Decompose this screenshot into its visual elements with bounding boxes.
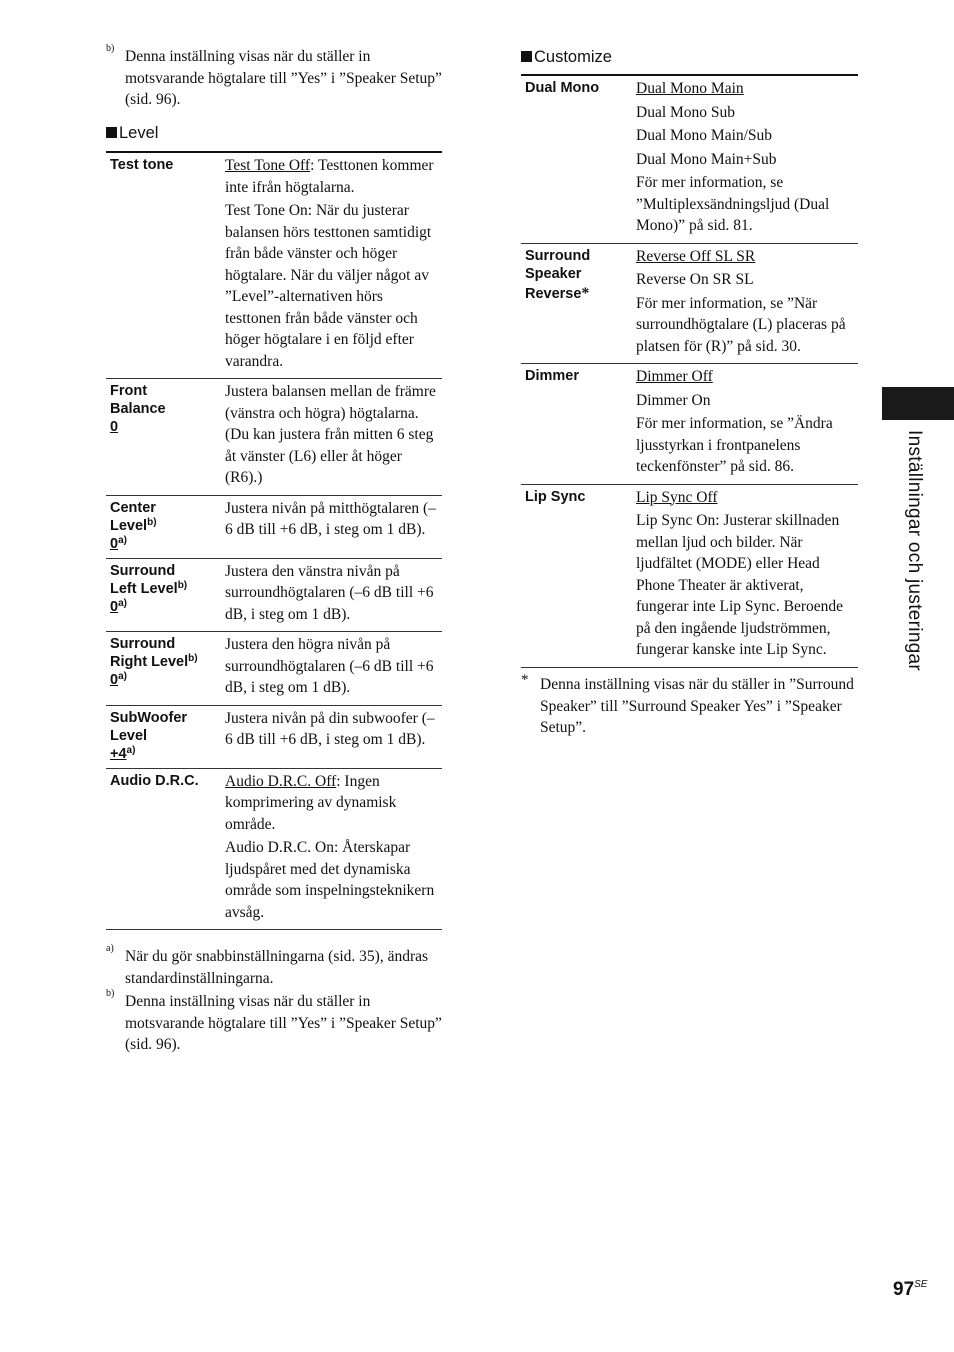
option-detail: Justera den högra nivån på surroundhögtalaren (–6 dB till +6 dB, i steg om 1 dB).	[225, 636, 434, 696]
option-detail: Dual Mono Sub	[636, 103, 736, 121]
setting-label-line: Dimmer	[525, 368, 579, 384]
table-row	[106, 705, 442, 768]
footnote-text: När du gör snabbinställningarna (sid. 35), ändras standardinställningarna.	[125, 948, 429, 987]
customize-table	[521, 76, 858, 668]
default-option: Test Tone Off	[225, 157, 311, 174]
option-detail: Dual Mono Main+Sub	[636, 150, 777, 168]
setting-label	[521, 243, 636, 364]
option-text	[225, 634, 436, 699]
option-text	[636, 487, 852, 509]
square-bullet-icon	[106, 127, 117, 138]
option-text	[225, 837, 436, 923]
default-option: Reverse Off SL SR	[636, 247, 756, 265]
level-table	[106, 153, 442, 930]
setting-label-line: Test tone	[110, 157, 174, 173]
level-heading	[106, 123, 158, 143]
setting-label	[521, 364, 636, 485]
setting-description	[636, 243, 858, 364]
default-option: Dimmer Off	[636, 368, 713, 385]
option-detail: Test Tone On: När du justerar balansen hörs testtonen samtidigt från både vänster och höger högtalare. När du väljer något av ”Level”-alternativen hörs testtonen från både vänster och höger högtalare i en följd efter varandra.	[225, 202, 432, 370]
setting-label-line: Level	[110, 727, 148, 744]
option-detail: För mer information, se ”Multiplexsändningsljud (Dual Mono)” på sid. 81.	[636, 174, 830, 234]
option-detail: Lip Sync On: Justerar skillnaden mellan ljud och bilder. När ljudfältet (MODE) eller Head Phone Theater är aktiverat, fungerar inte Lip Sync. Beroende på den ingående ljudströmmen, fungerar kanske inte Lip Sync.	[636, 512, 844, 658]
setting-label	[106, 632, 225, 706]
footnote-ref: a)	[118, 671, 127, 682]
default-value: +4	[110, 745, 127, 762]
setting-label	[106, 495, 225, 558]
setting-label-line: Right Level	[110, 654, 189, 670]
setting-label-line: Surround	[110, 636, 176, 652]
table-row	[106, 379, 442, 496]
table-row	[521, 364, 858, 485]
setting-label	[106, 379, 225, 496]
setting-description	[636, 76, 858, 243]
setting-label-line: Speaker	[525, 265, 582, 282]
option-detail: Justera balansen mellan de främre (vänstra och högra) högtalarna. (Du kan justera från mitten 6 steg åt vänster (L6) eller åt höger (R6).)	[225, 383, 436, 486]
asterisk-ref: *	[581, 284, 590, 302]
setting-description	[636, 364, 858, 485]
default-value: 0	[110, 598, 119, 615]
footnote-text: Denna inställning visas när du ställer in motsvarande högtalare till ”Yes” i ”Speaker Setup” (sid. 96).	[125, 993, 442, 1053]
footnote-mark: b)	[106, 43, 115, 54]
setting-label	[521, 484, 636, 667]
setting-label-line: Dual Mono	[525, 80, 600, 96]
option-text	[636, 149, 852, 171]
option-text	[225, 381, 436, 489]
option-text	[636, 293, 852, 358]
page-number-suffix: SE	[914, 1279, 928, 1290]
customize-heading	[521, 47, 612, 67]
table-row	[106, 495, 442, 558]
setting-label	[521, 76, 636, 243]
setting-label	[106, 558, 225, 632]
footnote-ref: a)	[118, 597, 127, 609]
setting-description	[225, 558, 442, 632]
footnote-ref: b)	[147, 516, 157, 528]
level-heading-text: Level	[119, 124, 159, 142]
asterisk-mark: *	[521, 672, 529, 688]
option-text	[636, 390, 852, 412]
option-detail: : Testtonen kommer inte ifrån högtalarna.	[225, 157, 434, 196]
setting-label-line: Lip Sync	[525, 488, 586, 505]
option-detail: För mer information, se ”Ändra ljusstyrkan i frontpanelens teckenfönster” på sid. 86.	[636, 415, 833, 475]
option-text	[636, 413, 852, 478]
customize-heading-text: Customize	[534, 48, 612, 66]
setting-description	[225, 379, 442, 496]
setting-label-line: Left Level	[110, 580, 178, 597]
option-text	[636, 125, 852, 147]
default-value: 0	[110, 672, 119, 688]
setting-label-line: Center	[110, 499, 156, 516]
setting-description	[225, 632, 442, 706]
asterisk-footnote-text: Denna inställning visas när du ställer in ”Surround Speaker” till ”Surround Speaker Yes” i ”Speaker Setup”.	[540, 676, 854, 736]
default-option: Dual Mono Main	[636, 80, 744, 97]
option-text	[636, 510, 852, 661]
default-option: Lip Sync Off	[636, 488, 718, 506]
footnote-ref: a)	[118, 534, 127, 546]
default-option: Audio D.R.C. Off	[225, 772, 337, 790]
setting-description	[225, 495, 442, 558]
option-detail: Dimmer On	[636, 391, 711, 409]
table-row	[106, 153, 442, 379]
option-detail: Reverse On SR SL	[636, 271, 754, 288]
option-text	[225, 498, 436, 541]
setting-label-line: Audio D.R.C.	[110, 772, 199, 789]
table-row	[106, 632, 442, 706]
page-number-value: 97	[893, 1279, 915, 1300]
setting-label	[106, 153, 225, 379]
footnote-ref: b)	[177, 579, 188, 591]
option-text	[636, 366, 852, 388]
option-detail: Audio D.R.C. On: Återskapar ljudspåret med det dynamiska område som inspelningsteknikern avsåg.	[225, 839, 435, 921]
setting-label-line: Reverse	[525, 285, 582, 302]
setting-description	[225, 768, 442, 930]
table-row	[521, 484, 858, 667]
option-text	[225, 561, 436, 626]
option-text	[225, 200, 436, 372]
footnote-mark: a)	[106, 943, 114, 954]
table-row	[106, 558, 442, 632]
default-value: 0	[110, 419, 119, 435]
setting-label	[106, 705, 225, 768]
footnote-ref: a)	[126, 744, 136, 756]
footnote-text: Denna inställning visas när du ställer in motsvarande högtalare till ”Yes” i ”Speaker Setup” (sid. 96).	[125, 48, 442, 108]
option-text	[636, 269, 852, 291]
option-detail: Justera den vänstra nivån på surroundhögtalaren (–6 dB till +6 dB, i steg om 1 dB).	[225, 562, 434, 623]
setting-description	[225, 153, 442, 379]
chapter-side-title: Inställningar och justeringar	[904, 430, 925, 672]
option-detail: : Ingen komprimering av dynamisk område.	[225, 772, 397, 833]
option-text	[225, 155, 436, 198]
setting-description	[636, 484, 858, 667]
footnote-ref: b)	[188, 653, 198, 664]
option-text	[636, 246, 852, 268]
default-value: 0	[110, 535, 119, 552]
table-row	[521, 243, 858, 364]
chapter-tab-marker	[882, 387, 954, 420]
option-text	[636, 172, 852, 237]
option-detail: För mer information, se ”När surroundhögtalare (L) placeras på platsen för (R)” på sid. 30.	[636, 294, 846, 355]
setting-label-line: Front	[110, 383, 148, 399]
option-detail: Dual Mono Main/Sub	[636, 127, 773, 144]
footnote-mark: b)	[106, 988, 115, 999]
table-row	[106, 768, 442, 930]
option-text	[225, 708, 436, 751]
setting-label-line: Surround	[110, 562, 176, 579]
asterisk-footnote	[521, 674, 858, 739]
setting-label-line: Surround	[525, 247, 591, 264]
square-bullet-icon	[521, 51, 532, 62]
option-detail: Justera nivån på din subwoofer (–6 dB till +6 dB, i steg om 1 dB).	[225, 709, 435, 748]
top-footnote	[106, 43, 442, 111]
setting-description	[225, 705, 442, 768]
option-detail: Justera nivån på mitthögtalaren (–6 dB till +6 dB, i steg om 1 dB).	[225, 499, 436, 538]
setting-label-line: Level	[110, 517, 148, 534]
option-text	[636, 102, 852, 124]
page-number	[893, 1279, 927, 1301]
footnote	[106, 988, 442, 1056]
setting-label-line: Balance	[110, 401, 166, 417]
option-text	[225, 771, 436, 836]
table-row	[521, 76, 858, 243]
option-text	[636, 78, 852, 100]
footnote	[106, 943, 442, 989]
setting-label-line: SubWoofer	[110, 709, 188, 726]
setting-label	[106, 768, 225, 930]
